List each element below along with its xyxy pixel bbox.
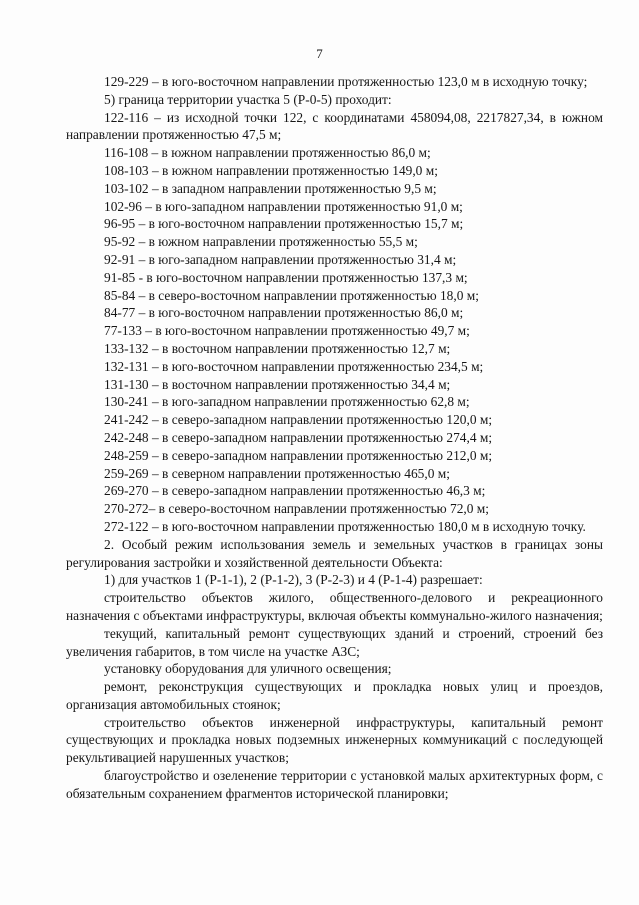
paragraph: 85-84 – в северо-восточном направлении протяженностью 18,0 м; [104, 287, 479, 303]
paragraph: 108-103 – в южном направлении протяженностью 149,0 м; [104, 162, 438, 178]
paragraph: 129-229 – в юго-восточном направлении протяженностью 123,0 м в исходную точку; [104, 74, 588, 89]
paragraph: 116-108 – в южном направлении протяженностью 86,0 м; [104, 145, 431, 161]
paragraph: 103-102 – в западном направлении протяженностью 9,5 м; [104, 180, 437, 196]
paragraph: 77-133 – в юго-восточном направлении протяженностью 49,7 м; [104, 323, 470, 339]
paragraph: 270-272– в северо-восточном направлении протяженностью 72,0 м; [104, 501, 489, 517]
paragraph: 130-241 – в юго-западном направлении протяженностью 62,8 м; [104, 394, 470, 410]
paragraph: строительство объектов инженерной инфраструктуры, капитальный ремонт существующих и прокладка новых подземных инженерных коммуникаций с последующей рекультивацией нарушенных участков; [66, 714, 603, 766]
paragraph: 248-259 – в северо-западном направлении протяженностью 212,0 м; [104, 447, 493, 463]
paragraph: 91-85 - в юго-восточном направлении протяженностью 137,3 м; [104, 269, 468, 285]
document-body [66, 73, 603, 803]
paragraph: 95-92 – в южном направлении протяженностью 55,5 м; [104, 234, 418, 250]
paragraph: 132-131 – в юго-восточном направлении протяженностью 234,5 м; [104, 358, 484, 374]
paragraph: 272-122 – в юго-восточном направлении протяженностью 180,0 м в исходную точку. [104, 518, 586, 534]
paragraph: строительство объектов жилого, общественного-делового и рекреационного назначения с объектами инфраструктуры, включая объекты коммунально-жилого назначения; [66, 590, 603, 623]
paragraph: 5) граница территории участка 5 (Р-0-5) проходит: [104, 91, 392, 107]
paragraph: 122-116 – из исходной точки 122, с координатами 458094,08, 2217827,34, в южном направлении протяженностью 47,5 м; [66, 109, 603, 143]
paragraph: 269-270 – в северо-западном направлении протяженностью 46,3 м; [104, 483, 486, 499]
paragraph: 92-91 – в юго-западном направлении протяженностью 31,4 м; [104, 251, 457, 267]
paragraph: благоустройство и озеленение территории с установкой малых архитектурных форм, с обязательным сохранением фрагментов исторической планировки; [66, 768, 603, 801]
paragraph: 259-269 – в северном направлении протяженностью 465,0 м; [104, 465, 450, 481]
paragraph: установку оборудования для уличного освещения; [104, 661, 392, 677]
paragraph: 84-77 – в юго-восточном направлении протяженностью 86,0 м; [104, 305, 464, 321]
paragraph: 96-95 – в юго-восточном направлении протяженностью 15,7 м; [104, 216, 464, 232]
paragraph: 131-130 – в восточном направлении протяженностью 34,4 м; [104, 376, 451, 392]
paragraph: 1) для участков 1 (Р-1-1), 2 (Р-1-2), 3 (Р-2-3) и 4 (Р-1-4) разрешает: [104, 572, 483, 588]
page-number: 7 [316, 46, 323, 61]
paragraph: 241-242 – в северо-западном направлении протяженностью 120,0 м; [104, 412, 493, 428]
paragraph: текущий, капитальный ремонт существующих зданий и строений, строений без увеличения габаритов, в том числе на участке АЗС; [66, 625, 603, 659]
paragraph: 102-96 – в юго-западном направлении протяженностью 91,0 м; [104, 198, 463, 214]
paragraph: 242-248 – в северо-западном направлении протяженностью 274,4 м; [104, 429, 493, 445]
paragraph: ремонт, реконструкция существующих и прокладка новых улиц и проездов, организация автомобильных стоянок; [66, 679, 603, 712]
paragraph: 133-132 – в восточном направлении протяженностью 12,7 м; [104, 340, 451, 356]
paragraph: 2. Особый режим использования земель и земельных участков в границах зоны регулирования застройки и хозяйственной деятельности Объекта: [66, 536, 603, 570]
